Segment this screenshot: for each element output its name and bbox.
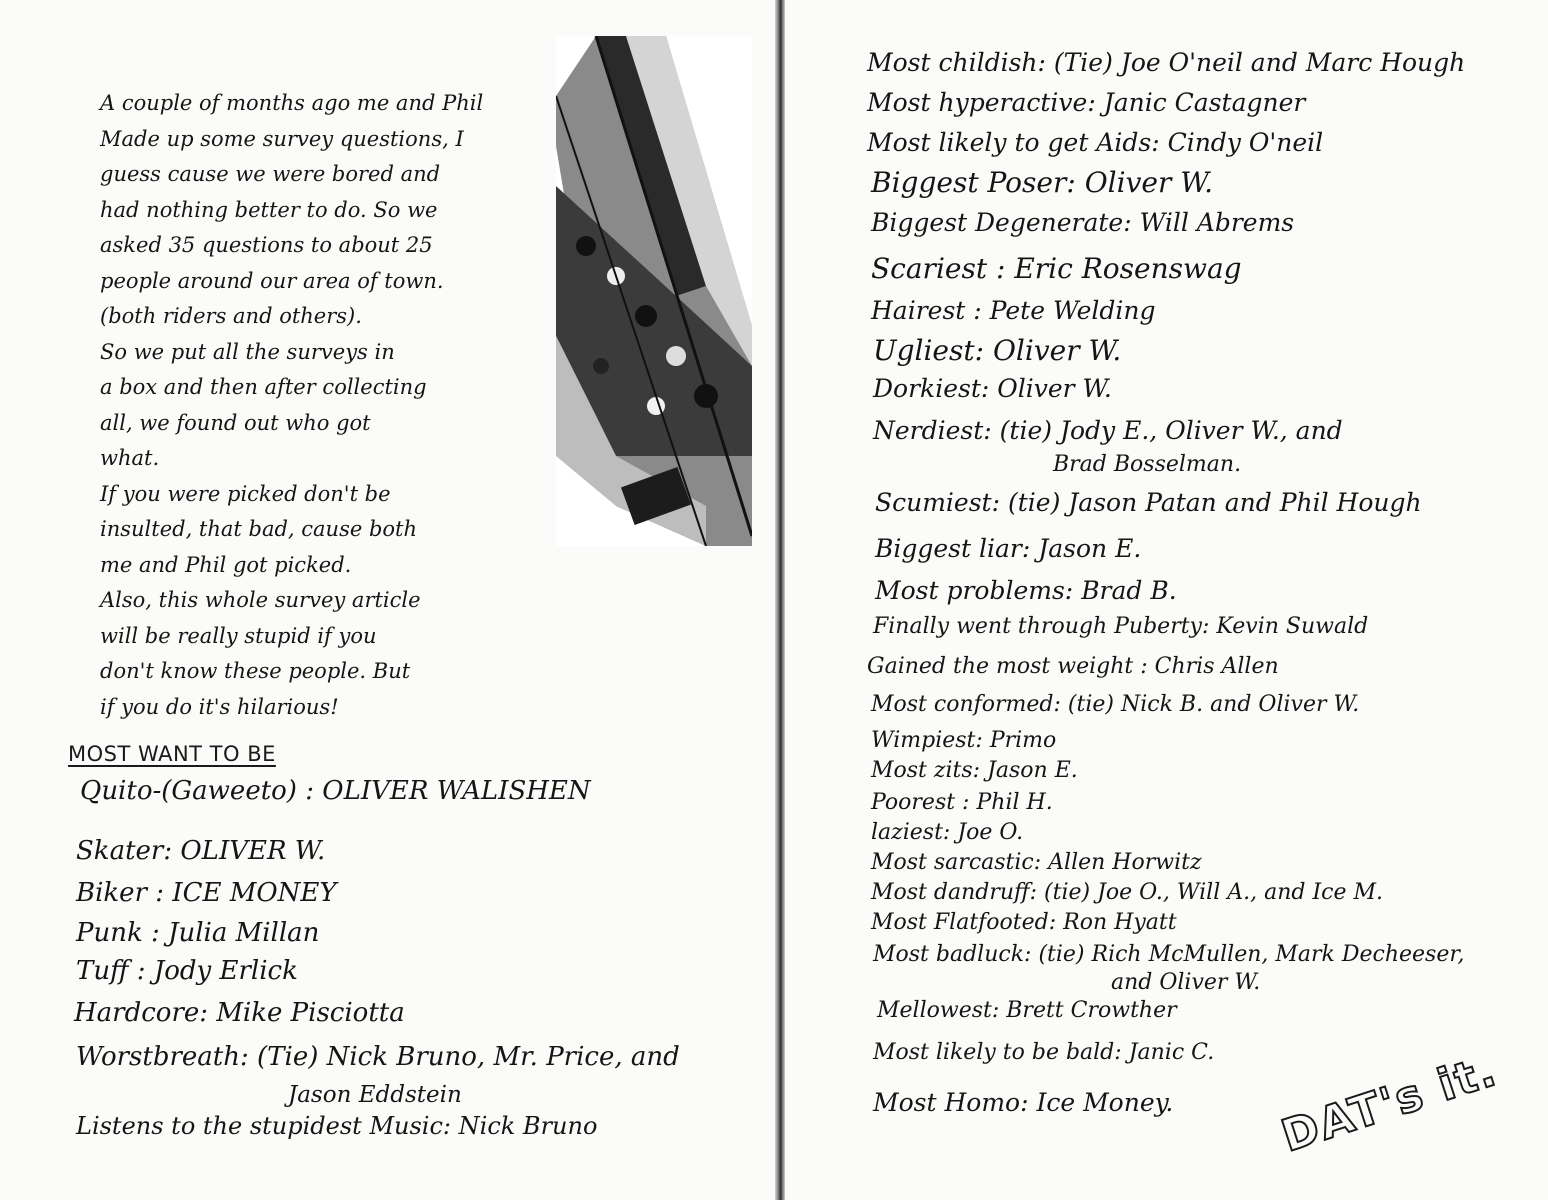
entry-value: Jason E. <box>1038 534 1142 563</box>
right-entry-scariest <box>871 252 1242 285</box>
entry-value: Allen Horwitz <box>1048 850 1202 875</box>
entry-value: Oliver W. <box>992 334 1122 367</box>
right-entry-ugliest <box>873 334 1121 367</box>
intro-text <box>100 86 540 725</box>
right-entry-biggest-degenerate <box>871 208 1294 237</box>
entry-label: Punk : <box>76 918 160 948</box>
entry-value: Primo <box>989 728 1057 753</box>
entry-label: Biker : <box>76 878 165 908</box>
right-entry-hairest <box>871 296 1156 325</box>
left-entry-stupidest-music <box>76 1112 597 1140</box>
entry-label: Ugliest: <box>873 334 985 367</box>
right-entry-likely-bald <box>873 1040 1214 1065</box>
entry-label: Biggest liar: <box>875 534 1031 563</box>
right-entry-likely-aids <box>867 128 1323 157</box>
entry-label: Hardcore: <box>74 998 209 1028</box>
entry-value: Kevin Suwald <box>1216 614 1369 639</box>
entry-value: Nick Bruno <box>458 1112 598 1140</box>
right-entry-puberty <box>873 614 1368 639</box>
left-entry-worstbreath <box>76 1042 680 1072</box>
entry-label: Skater: <box>76 836 173 866</box>
entry-label: Wimpiest: <box>871 728 983 753</box>
right-entry-biggest-liar <box>875 534 1141 563</box>
entry-label: Tuff : <box>76 956 146 986</box>
entry-value: ICE MONEY <box>172 878 337 908</box>
entry-label: Quito-(Gaweeto) : <box>80 776 314 806</box>
entry-value: Cindy O'neil <box>1167 128 1324 157</box>
right-entry-badluck-cont: and Oliver W. <box>1111 970 1261 995</box>
entry-label: Dorkiest: <box>873 374 990 403</box>
entry-value: Oliver W. <box>997 374 1112 403</box>
entry-value: Oliver W. <box>1084 166 1214 199</box>
entry-value: Eric Rosenswag <box>1014 252 1242 285</box>
left-entry-biker <box>76 878 337 908</box>
entry-label: Scumiest: <box>875 488 1001 517</box>
right-entry-mellowest <box>877 998 1177 1023</box>
entry-label: Most hyperactive: <box>867 88 1096 117</box>
entry-label: Most likely to get Aids: <box>867 128 1160 157</box>
entry-label: Scariest : <box>871 252 1006 285</box>
right-entry-nerdiest <box>873 416 1343 445</box>
entry-value: Julia Millan <box>168 918 320 948</box>
entry-value: Joe O. <box>957 820 1024 845</box>
entry-value: OLIVER W. <box>180 836 326 866</box>
right-entry-nerdiest-cont: Brad Bosselman. <box>1053 452 1242 477</box>
entry-value: (tie) Joe O., Will A., and Ice M. <box>1044 880 1383 905</box>
left-entry-worstbreath-cont: Jason Eddstein <box>288 1082 462 1108</box>
right-entry-most-badluck <box>873 942 1464 967</box>
entry-value: (tie) Jody E., Oliver W., and <box>999 416 1343 445</box>
entry-value: Brett Crowther <box>1006 998 1177 1023</box>
right-entry-laziest <box>871 820 1023 845</box>
entry-label: Most zits: <box>871 758 981 783</box>
entry-label: Hairest : <box>871 296 982 325</box>
entry-value: (tie) Rich McMullen, Mark Decheeser, <box>1038 942 1465 967</box>
entry-value: (tie) Jason Patan and Phil Hough <box>1007 488 1422 517</box>
entry-label: Most sarcastic: <box>871 850 1042 875</box>
intro-paragraph-2: So we put all the surveys in a box and then after collecting all, we found out who got what. <box>100 339 427 470</box>
left-entry-skater <box>76 836 325 866</box>
entry-label: Most conformed: <box>871 692 1061 717</box>
right-entry-most-problems <box>875 576 1177 605</box>
right-entry-wimpiest <box>871 728 1056 753</box>
entry-value: Jason E. <box>987 758 1078 783</box>
entry-label: Nerdiest: <box>873 416 992 445</box>
entry-label: Poorest : <box>871 790 970 815</box>
most-want-to-be-heading: MOST WANT TO BE <box>68 742 276 766</box>
entry-label: Most likely to be bald: <box>873 1040 1122 1065</box>
left-entry-hardcore <box>74 998 405 1028</box>
entry-value: Janic Castagner <box>1103 88 1306 117</box>
entry-label: Most dandruff: <box>871 880 1038 905</box>
entry-label: Biggest Degenerate: <box>871 208 1132 237</box>
entry-label: Most problems: <box>875 576 1074 605</box>
entry-value: (Tie) Nick Bruno, Mr. Price, and <box>257 1042 680 1072</box>
photo-illustration <box>556 36 752 546</box>
entry-value: Jody Erlick <box>153 956 298 986</box>
right-entry-most-conformed <box>871 692 1359 717</box>
right-page <box>785 0 1548 1200</box>
intro-paragraph-1: A couple of months ago me and Phil Made up some survey questions, I guess cause we were bored and had nothing better to do. So we asked 35 questions to about 25 people around our area of town. (both riders and others). <box>100 91 484 328</box>
entry-label: Finally went through Puberty: <box>873 614 1210 639</box>
skatepark-photo <box>556 36 752 546</box>
right-entry-scumiest <box>875 488 1422 517</box>
intro-paragraph-3: If you were picked don't be insulted, that bad, cause both me and Phil got picked. <box>100 481 418 577</box>
entry-label: Biggest Poser: <box>871 166 1076 199</box>
right-entry-most-homo <box>873 1088 1173 1117</box>
entry-value: Brad B. <box>1081 576 1177 605</box>
dats-it-stamp: DAT's it. <box>1275 1044 1504 1163</box>
entry-value: Will Abrems <box>1139 208 1295 237</box>
intro-paragraph-4: Also, this whole survey article will be really stupid if you don't know these people. But if you do it's hilarious! <box>100 588 421 719</box>
entry-label: laziest: <box>871 820 951 845</box>
entry-label: Most Homo: <box>873 1088 1029 1117</box>
entry-label: Most badluck: <box>873 942 1032 967</box>
right-entry-biggest-poser <box>871 166 1213 199</box>
left-entry-tuff <box>76 956 298 986</box>
entry-value: Chris Allen <box>1154 654 1279 679</box>
entry-value: Phil H. <box>976 790 1053 815</box>
right-entry-most-zits <box>871 758 1078 783</box>
entry-label: Listens to the stupidest Music: <box>76 1112 451 1140</box>
entry-value: (tie) Nick B. and Oliver W. <box>1067 692 1360 717</box>
entry-value: (Tie) Joe O'neil and Marc Hough <box>1053 48 1466 77</box>
left-entry-punk <box>76 918 319 948</box>
right-entry-most-flatfooted <box>871 910 1177 935</box>
entry-label: Worstbreath: <box>76 1042 249 1072</box>
entry-value: Pete Welding <box>989 296 1156 325</box>
right-entry-most-sarcastic <box>871 850 1202 875</box>
left-entry-quito <box>80 776 591 806</box>
right-entry-most-hyperactive <box>867 88 1305 117</box>
entry-label: Mellowest: <box>877 998 1000 1023</box>
right-entry-most-childish <box>867 48 1465 77</box>
book-gutter <box>775 0 785 1200</box>
entry-label: Most childish: <box>867 48 1046 77</box>
right-entry-dorkiest <box>873 374 1112 403</box>
entry-value: Ron Hyatt <box>1063 910 1177 935</box>
entry-value: OLIVER WALISHEN <box>322 776 591 806</box>
entry-label: Most Flatfooted: <box>871 910 1057 935</box>
right-entry-gained-weight <box>867 654 1279 679</box>
entry-label: Gained the most weight : <box>867 654 1148 679</box>
right-entry-poorest <box>871 790 1053 815</box>
right-entry-most-dandruff <box>871 880 1383 905</box>
entry-value: Janic C. <box>1128 1040 1215 1065</box>
entry-value: Ice Money. <box>1036 1088 1174 1117</box>
entry-value: Mike Pisciotta <box>216 998 405 1028</box>
